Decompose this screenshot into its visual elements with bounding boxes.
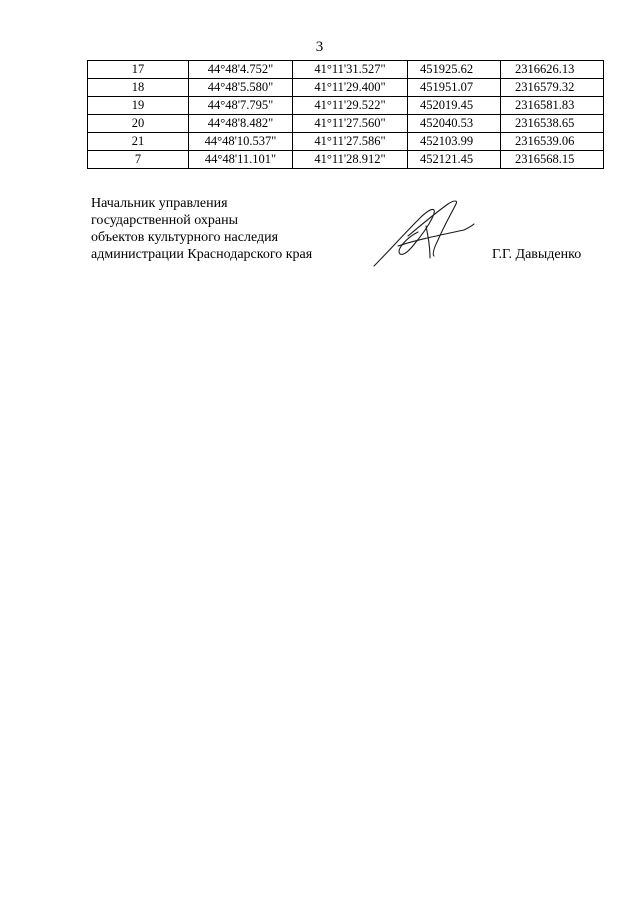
- longitude-cell: 41°11'27.586": [293, 133, 408, 151]
- signatory-name: Г.Г. Давыденко: [492, 247, 582, 262]
- y-coordinate-cell: 2316626.13: [501, 61, 604, 79]
- latitude-cell: 44°48'11.101": [189, 151, 293, 169]
- latitude-cell: 44°48'10.537": [189, 133, 293, 151]
- point-number-cell: 21: [88, 133, 189, 151]
- position-line: государственной охраны: [91, 213, 239, 228]
- y-coordinate-cell: 2316538.65: [501, 115, 604, 133]
- handwritten-signature-icon: [368, 196, 478, 268]
- point-number-cell: 7: [88, 151, 189, 169]
- table-row: [88, 61, 604, 79]
- x-coordinate-cell: 451925.62: [408, 61, 501, 79]
- longitude-cell: 41°11'28.912": [293, 151, 408, 169]
- table-row: [88, 79, 604, 97]
- coordinates-table: [87, 60, 604, 169]
- table-row: [88, 115, 604, 133]
- x-coordinate-cell: 452121.45: [408, 151, 501, 169]
- position-line: объектов культурного наследия: [91, 230, 279, 245]
- position-line: Начальник управления: [91, 196, 228, 211]
- x-coordinate-cell: 451951.07: [408, 79, 501, 97]
- latitude-cell: 44°48'5.580": [189, 79, 293, 97]
- y-coordinate-cell: 2316579.32: [501, 79, 604, 97]
- y-coordinate-cell: 2316581.83: [501, 97, 604, 115]
- table-row: [88, 133, 604, 151]
- y-coordinate-cell: 2316539.06: [501, 133, 604, 151]
- latitude-cell: 44°48'8.482": [189, 115, 293, 133]
- x-coordinate-cell: 452019.45: [408, 97, 501, 115]
- point-number-cell: 17: [88, 61, 189, 79]
- point-number-cell: 18: [88, 79, 189, 97]
- y-coordinate-cell: 2316568.15: [501, 151, 604, 169]
- longitude-cell: 41°11'29.522": [293, 97, 408, 115]
- table-row: [88, 97, 604, 115]
- x-coordinate-cell: 452103.99: [408, 133, 501, 151]
- signatory-position: [91, 195, 312, 263]
- page-number: 3: [315, 39, 324, 55]
- longitude-cell: 41°11'27.560": [293, 115, 408, 133]
- latitude-cell: 44°48'7.795": [189, 97, 293, 115]
- point-number-cell: 19: [88, 97, 189, 115]
- longitude-cell: 41°11'29.400": [293, 79, 408, 97]
- table-row: [88, 151, 604, 169]
- longitude-cell: 41°11'31.527": [293, 61, 408, 79]
- position-line: администрации Краснодарского края: [91, 247, 313, 262]
- point-number-cell: 20: [88, 115, 189, 133]
- latitude-cell: 44°48'4.752": [189, 61, 293, 79]
- x-coordinate-cell: 452040.53: [408, 115, 501, 133]
